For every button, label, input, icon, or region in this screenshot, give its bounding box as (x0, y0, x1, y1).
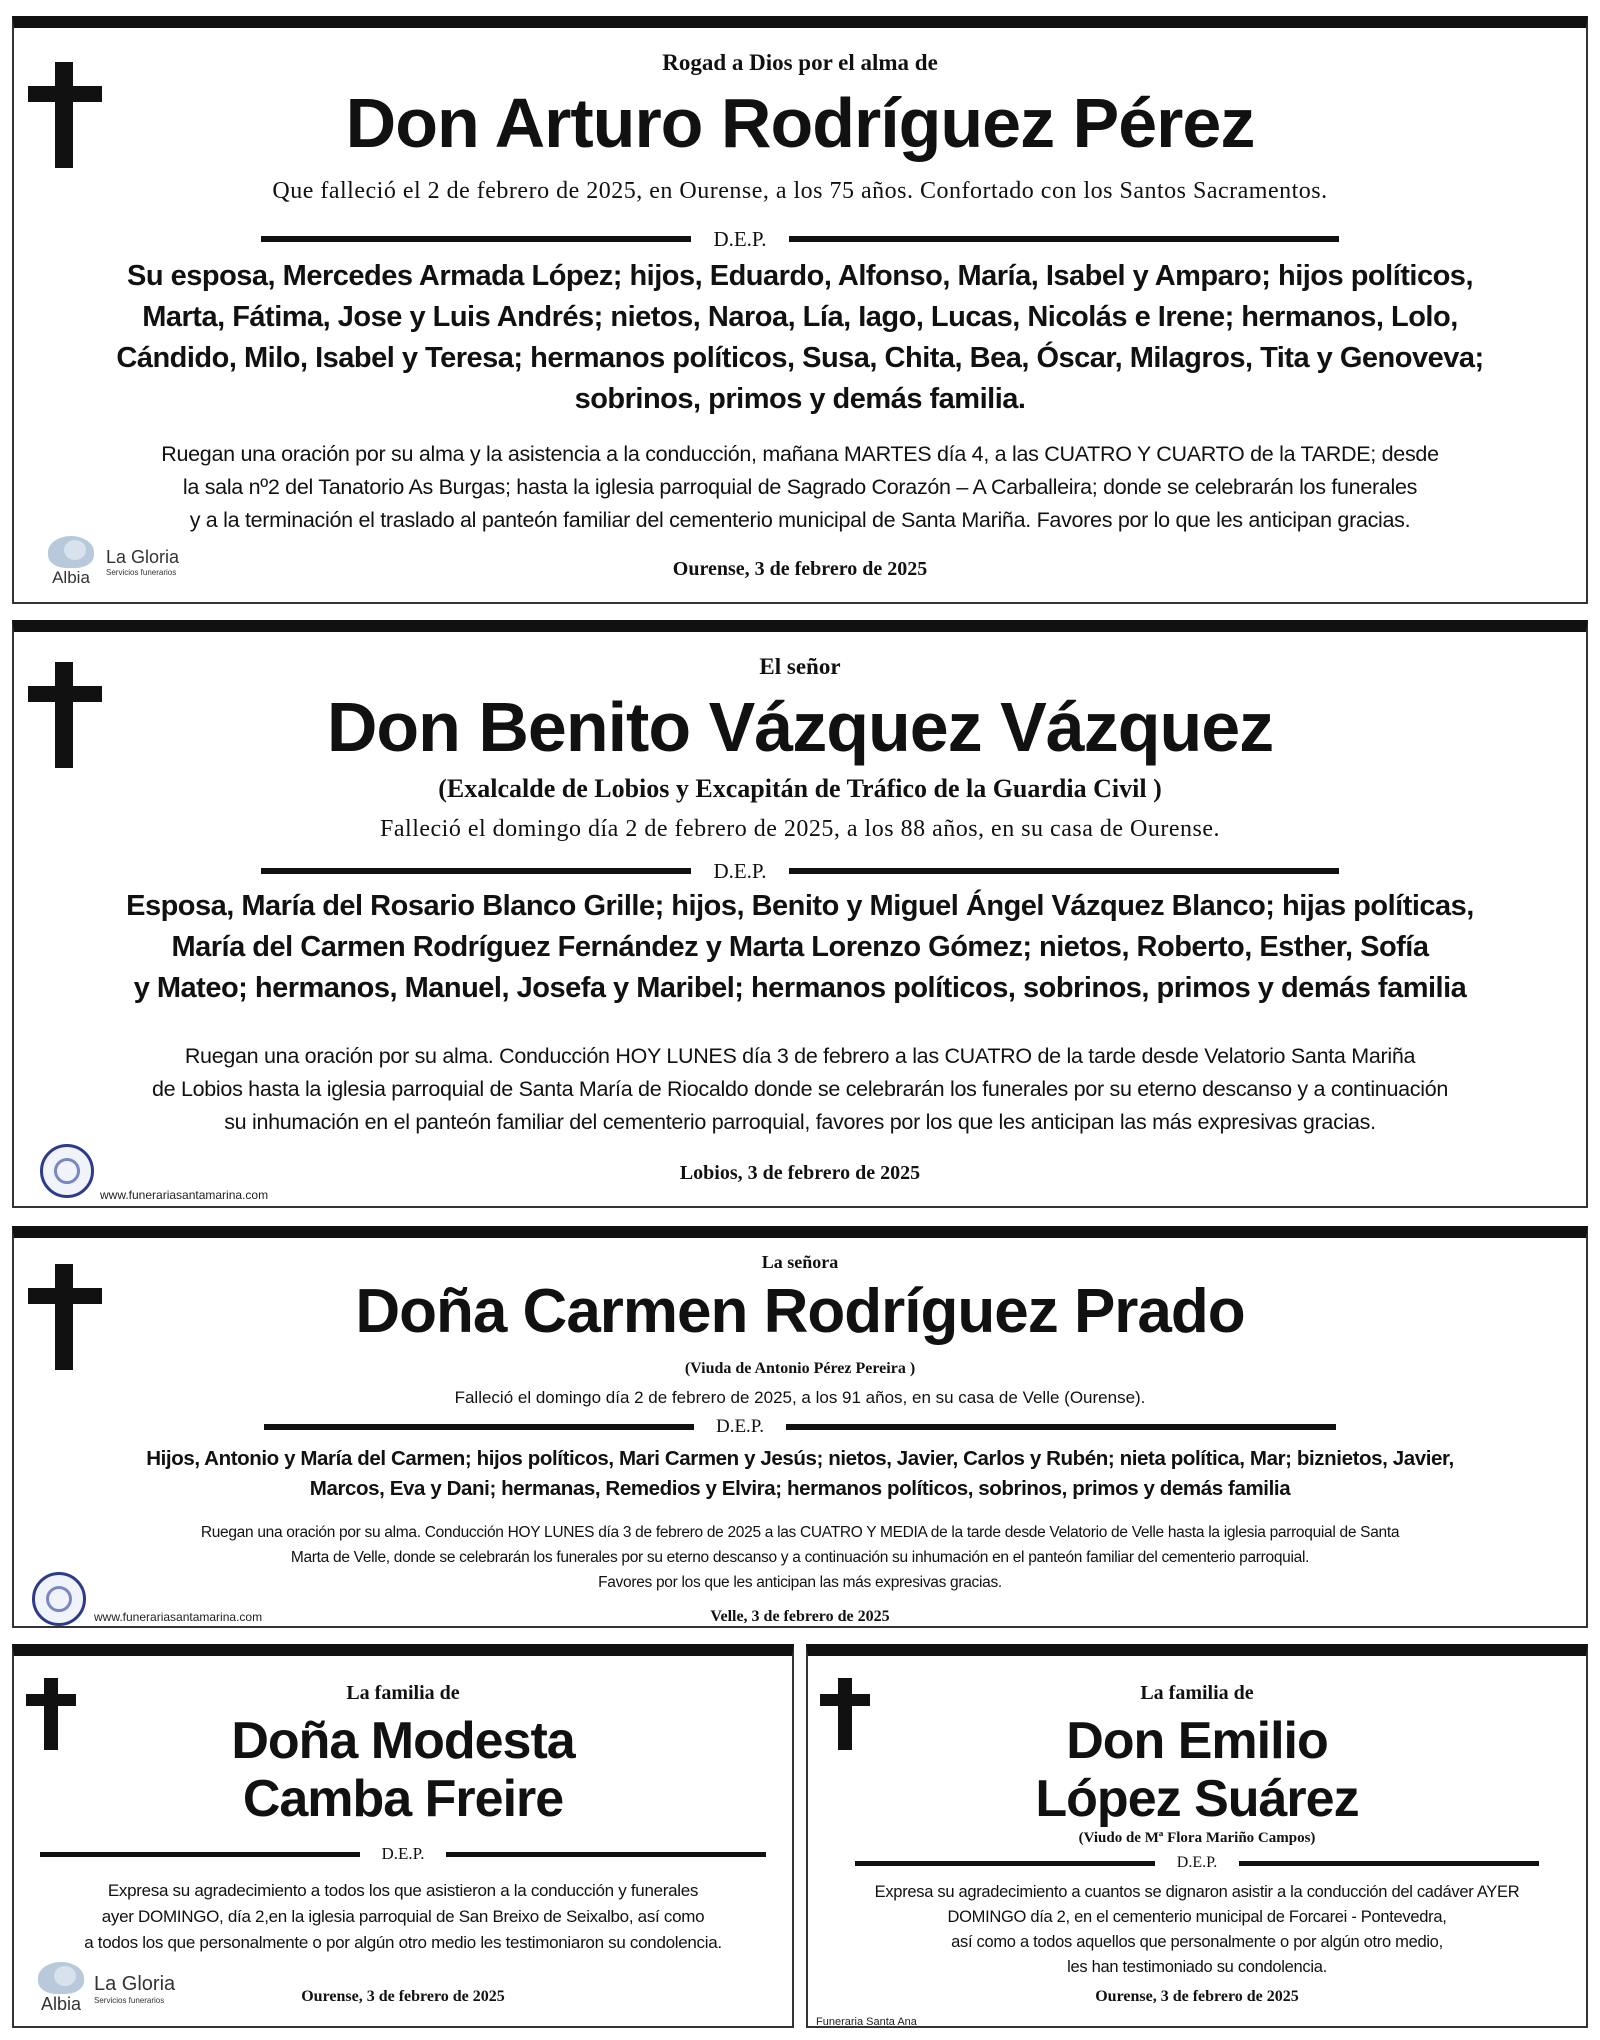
family-list: Hijos, Antonio y María del Carmen; hijos políticos, Mari Carmen y Jesús; nietos, Javier, Carlos y Rubén; nieta política, Mar; biznietos, Javier, Marcos, Eva y Dani; hermanas, Remedios y Elvira; hermanos políticos, sobrinos, primos y demás familia (146, 1447, 1454, 1500)
albia-logo-icon (48, 536, 94, 568)
funeral-home-logo (40, 1144, 94, 1198)
funeral-home-logo: Albia La Gloria Servicios funerarios (38, 1962, 175, 2015)
notice-intro: El señor (759, 654, 841, 679)
funeral-home-logo: Albia La Gloria Servicios funerarios (48, 536, 179, 588)
obituary-notice-arturo (12, 16, 1588, 604)
gratitude-notice-emilio (806, 1644, 1588, 2028)
dep-divider (14, 856, 1586, 886)
deceased-title: (Exalcalde de Lobios y Excapitán de Tráfico de la Guardia Civil ) (438, 774, 1162, 803)
service-request: Ruegan una oración por su alma. Conducción HOY LUNES día 3 de febrero a las CUATRO de la tarde desde Velatorio Santa Mariña de Lobios hasta la iglesia parroquial de Santa María de Riocaldo donde se celebrarán los funerales por su eterno descanso y a continuación su inhumación en el panteón familiar del cementerio parroquial, favores por los que les anticipan las más expresivas gracias. (151, 1044, 1449, 1134)
notice-date: Ourense, 3 de febrero de 2025 (301, 1988, 505, 2005)
deceased-name: Don Emilio López Suárez (1035, 1712, 1359, 1828)
notice-date: Velle, 3 de febrero de 2025 (710, 1608, 890, 1625)
funeral-home-website: www.funerariasantamarina.com (100, 1188, 269, 1202)
notice-intro: La familia de (1140, 1682, 1254, 1704)
funeral-home-logo (32, 1572, 86, 1626)
deceased-name: Doña Carmen Rodríguez Prado (355, 1277, 1245, 1346)
death-details: Que falleció el 2 de febrero de 2025, en Ourense, a los 75 años. Confortado con los Santos Sacramentos. (272, 178, 1328, 204)
dep-divider (14, 224, 1586, 254)
death-details: Falleció el domingo día 2 de febrero de 2025, a los 91 años, en su casa de Velle (Ourense). (454, 1388, 1146, 1407)
family-list: Esposa, María del Rosario Blanco Grille; hijos, Benito y Miguel Ángel Vázquez Blanco; hijas políticas, María del Carmen Rodríguez Fernández y Marta Lorenzo Gómez; nietos, Roberto, Esther, Sofía y Mateo; hermanos, Manuel, Josefa y Maribel; hermanos políticos, sobrinos, primos y demás familia (126, 890, 1474, 1004)
gratitude-message: Expresa su agradecimiento a cuantos se dignaron asistir a la conducción del cadáver AYER DOMINGO día 2, en el cementerio municipal de Forcarei - Pontevedra, así como a todos aquellos que personalmente o por algún otro medio, les han testimoniado su condolencia. (874, 1883, 1520, 1976)
deceased-name: Doña Modesta Camba Freire (231, 1712, 575, 1828)
santa-marina-seal-icon (40, 1144, 94, 1198)
notice-date: Ourense, 3 de febrero de 2025 (1095, 1988, 1299, 2005)
gratitude-notice-modesta (12, 1644, 794, 2028)
deceased-title: (Viuda de Antonio Pérez Pereira ) (684, 1360, 916, 1377)
notice-date: Lobios, 3 de febrero de 2025 (679, 1162, 921, 1184)
service-request: Ruegan una oración por su alma y la asistencia a la conducción, mañana MARTES día 4, a las CUATRO Y CUARTO de la TARDE; desde la sala nº2 del Tanatorio As Burgas; hasta la iglesia parroquial de Sagrado Corazón – A Carballeira; donde se celebrarán los funerales y a la terminación el traslado al panteón familiar del cementerio municipal de Santa Mariña. Favores por lo que les anticipan gracias. (161, 442, 1439, 532)
notice-intro: Rogad a Dios por el alma de (662, 50, 938, 75)
deceased-title: (Viudo de Mª Flora Mariño Campos) (1078, 1830, 1316, 1846)
obituary-notice-carmen (12, 1226, 1588, 1628)
family-list: Su esposa, Mercedes Armada López; hijos, Eduardo, Alfonso, María, Isabel y Amparo; hijos políticos, Marta, Fátima, Jose y Luis Andrés; nietos, Naroa, Lía, Iago, Lucas, Nicolás e Irene; hermanos, Lolo, Cándido, Milo, Isabel y Teresa; hermanos políticos, Susa, Chita, Bea, Óscar, Milagros, Tita y Genoveva; sobrinos, primos y demás familia. (116, 260, 1484, 415)
dep-divider (808, 1852, 1586, 1874)
gratitude-message: Expresa su agradecimiento a todos los que asistieron a la conducción y funerales ayer DOMINGO, día 2,en la iglesia parroquial de San Breixo de Seixalbo, así como a todos los que personalmente o por algún otro medio les testimoniaron su condolencia. (84, 1881, 722, 1952)
funeral-home-website: www.funerariasantamarina.com (94, 1610, 263, 1624)
notice-date: Ourense, 3 de febrero de 2025 (672, 558, 928, 580)
deceased-name: Don Arturo Rodríguez Pérez (345, 84, 1255, 162)
notice-intro: La familia de (346, 1682, 460, 1704)
dep-divider (14, 1414, 1586, 1440)
service-request: Ruegan una oración por su alma. Conducción HOY LUNES día 3 de febrero de 2025 a las CUATRO Y MEDIA de la tarde desde Velatorio de Velle hasta la iglesia parroquial de Santa Marta de Velle, donde se celebrarán los funerales por su eterno descanso y a continuación su inhumación en el panteón familiar del cementerio parroquial. Favores por los que les anticipan las más expresivas gracias. (200, 1524, 1400, 1591)
funeral-home-name: Funeraria Santa Ana (816, 2016, 917, 2028)
death-details: Falleció el domingo día 2 de febrero de 2025, a los 88 años, en su casa de Ourense. (380, 816, 1220, 842)
dep-label: D.E.P. (713, 226, 767, 251)
albia-logo-icon (38, 1962, 84, 1994)
santa-marina-seal-icon (32, 1572, 86, 1626)
dep-label: D.E.P. (1176, 1854, 1218, 1871)
notice-intro: La señora (761, 1252, 839, 1272)
dep-divider (14, 1842, 792, 1866)
dep-label: D.E.P. (713, 858, 767, 883)
dep-label: D.E.P. (715, 1416, 765, 1437)
dep-label: D.E.P. (381, 1844, 425, 1863)
deceased-name: Don Benito Vázquez Vázquez (326, 688, 1274, 766)
obituary-notice-benito (12, 620, 1588, 1208)
